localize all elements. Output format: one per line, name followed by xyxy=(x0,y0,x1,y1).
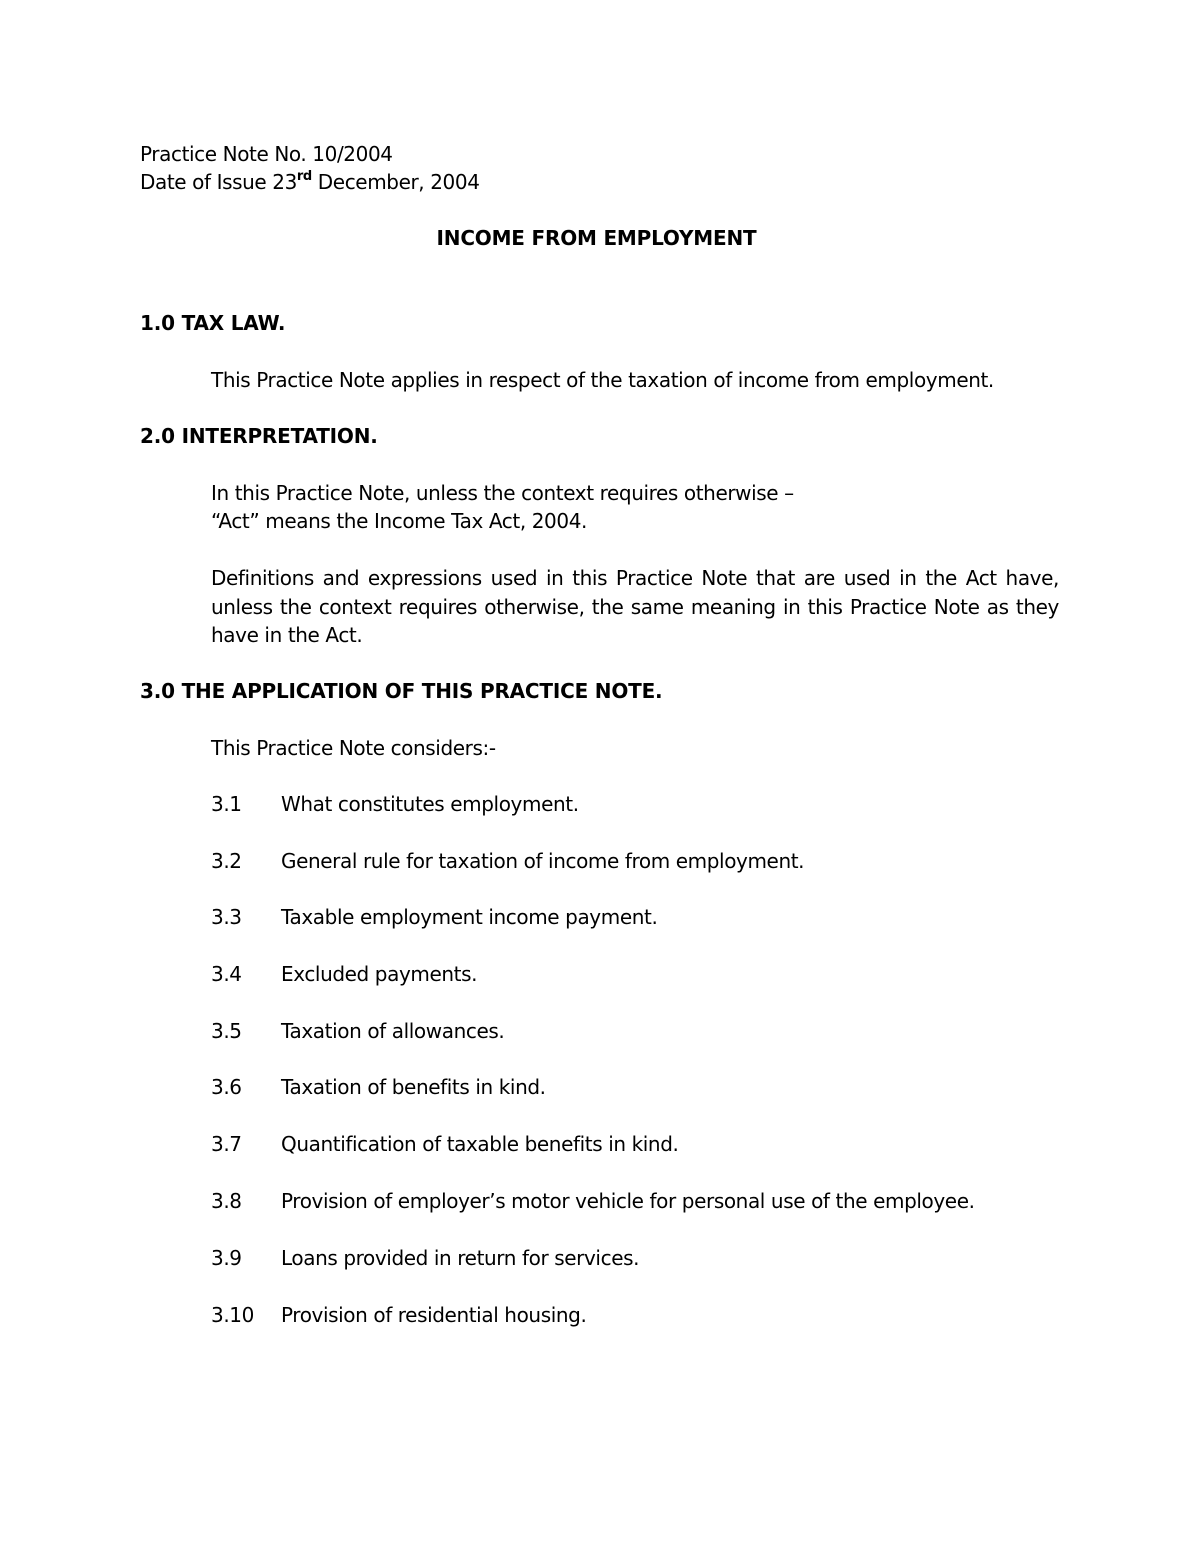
list-item-number: 3.3 xyxy=(211,905,242,929)
list-item-text: Loans provided in return for services. xyxy=(281,1246,640,1270)
list-item-text: Excluded payments. xyxy=(281,962,478,986)
list-item-number: 3.9 xyxy=(211,1246,242,1270)
list-item-number: 3.6 xyxy=(211,1075,242,1099)
list-item-text: Quantification of taxable benefits in kind. xyxy=(281,1132,679,1156)
date-superscript: rd xyxy=(296,169,312,185)
list-item-text: Provision of employer’s motor vehicle for personal use of the employee. xyxy=(281,1189,975,1213)
document-title: INCOME FROM EMPLOYMENT xyxy=(436,226,757,250)
date-of-issue xyxy=(140,168,480,196)
list-item-text: Provision of residential housing. xyxy=(281,1303,587,1327)
date-prefix: Date of Issue 23 xyxy=(140,170,297,194)
list-item-number: 3.4 xyxy=(211,962,242,986)
interpretation-line-1: In this Practice Note, unless the context requires otherwise – xyxy=(211,481,794,505)
list-item-number: 3.7 xyxy=(211,1132,242,1156)
list-item-text: What constitutes employment. xyxy=(281,792,579,816)
list-item-number: 3.2 xyxy=(211,849,242,873)
list-item-text: Taxation of allowances. xyxy=(281,1019,505,1043)
list-item-text: Taxation of benefits in kind. xyxy=(281,1075,546,1099)
date-suffix: December, 2004 xyxy=(311,170,480,194)
practice-note-number: Practice Note No. 10/2004 xyxy=(140,142,393,166)
list-item-number: 3.1 xyxy=(211,792,242,816)
list-item-number: 3.10 xyxy=(211,1303,254,1327)
section-heading-tax-law: 1.0 TAX LAW. xyxy=(140,311,286,335)
application-intro: This Practice Note considers:- xyxy=(211,736,496,760)
list-item-text: General rule for taxation of income from employment. xyxy=(281,849,805,873)
section-text-tax-law: This Practice Note applies in respect of the taxation of income from employment. xyxy=(211,368,994,392)
list-item-number: 3.5 xyxy=(211,1019,242,1043)
list-item-number: 3.8 xyxy=(211,1189,242,1213)
list-item-text: Taxable employment income payment. xyxy=(281,905,658,929)
section-heading-interpretation: 2.0 INTERPRETATION. xyxy=(140,424,378,448)
interpretation-line-2: “Act” means the Income Tax Act, 2004. xyxy=(211,509,587,533)
section-heading-application: 3.0 THE APPLICATION OF THIS PRACTICE NOTE. xyxy=(140,679,663,703)
definitions-paragraph: Definitions and expressions used in this Practice Note that are used in the Act have, unless the context requires otherwise, the same meaning in this Practice Note as they have in the Act. xyxy=(211,566,1059,647)
